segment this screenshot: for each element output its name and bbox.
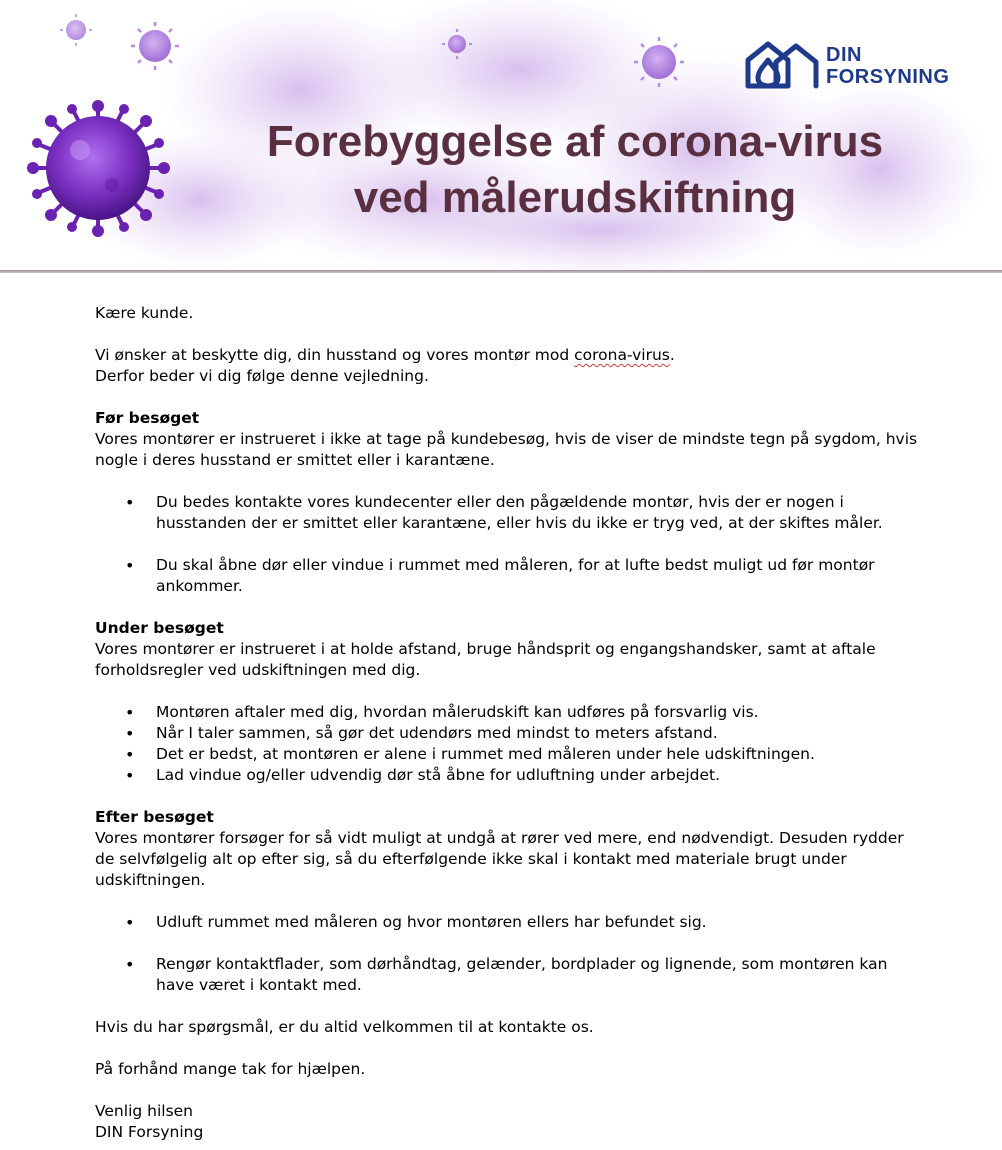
list-item: • Rengør kontaktflader, som dørhåndtag, gelænder, bordplader og lignende, som montøren kan have været i kontakt med.	[156, 954, 925, 996]
intro-line-1	[95, 345, 925, 366]
section-text-during: Vores montører er instrueret i at holde afstand, bruge håndsprit og engangshandsker, samt at aftale forholdsregler ved udskiftningen med dig.	[95, 640, 876, 679]
section-heading-before: Før besøget	[95, 409, 200, 427]
spellcheck-flagged-word: corona-virus	[574, 346, 670, 364]
din-forsyning-logo	[744, 40, 954, 92]
header-banner	[0, 0, 1002, 270]
logo-text	[826, 44, 949, 88]
bullet-list-before	[95, 492, 925, 597]
bullet-list-after	[95, 912, 925, 996]
page-title	[190, 114, 960, 226]
large-virus-icon	[27, 100, 170, 237]
title-line-2: ved målerudskiftning	[353, 173, 797, 222]
signature: DIN Forsyning	[95, 1123, 204, 1141]
intro-line-2: Derfor beder vi dig følge denne vejledning.	[95, 367, 429, 385]
bullet-list-during	[95, 702, 925, 786]
small-virus-icon	[60, 14, 92, 46]
questions-text: Hvis du har spørgsmål, er du altid velkommen til at kontakte os.	[95, 1018, 594, 1036]
header-divider	[0, 270, 1002, 273]
section-heading-during: Under besøget	[95, 619, 224, 637]
logo-line-1: DIN	[826, 44, 862, 66]
list-item: • Du bedes kontakte vores kundecenter eller den pågældende montør, hvis der er nogen i husstanden der er smittet eller karantæne, eller hvis du ikke er tryg ved, at der skiftes måler.	[156, 492, 925, 534]
list-item: • Montøren aftaler med dig, hvordan målerudskift kan udføres på forsvarlig vis.	[156, 702, 925, 723]
list-item: • Du skal åbne dør eller vindue i rummet med måleren, for at lufte bedst muligt ud før montør ankommer.	[156, 555, 925, 597]
list-item: • Det er bedst, at montøren er alene i rummet med måleren under hele udskiftningen.	[156, 744, 925, 765]
list-item: • Lad vindue og/eller udvendig dør stå åbne for udluftning under arbejdet.	[156, 765, 925, 786]
closing-text: Venlig hilsen	[95, 1102, 194, 1120]
intro-text: Vi ønsker at beskytte dig, din husstand og vores montør mod	[95, 346, 575, 364]
logo-line-2: FORSYNING	[826, 66, 950, 88]
thanks-text: På forhånd mange tak for hjælpen.	[95, 1060, 366, 1078]
intro-punctuation: .	[669, 346, 675, 364]
title-line-1: Forebyggelse af corona-virus	[266, 117, 884, 166]
list-item: • Når I taler sammen, så gør det udendørs med mindst to meters afstand.	[156, 723, 925, 744]
section-text-after: Vores montører forsøger for så vidt muligt at undgå at rører ved mere, end nødvendigt. Desuden rydder de selvfølgelig alt op efter sig, så du efterfølgende ikke skal i kontakt med materiale brugt under udskiftningen.	[95, 829, 904, 889]
letter-body	[95, 303, 925, 1143]
section-heading-after: Efter besøget	[95, 808, 214, 826]
house-logo-icon	[744, 40, 820, 92]
section-text-before: Vores montører er instrueret i ikke at tage på kundebesøg, hvis de viser de mindste tegn på sygdom, hvis nogle i deres husstand er smittet eller i karantæne.	[95, 430, 918, 469]
greeting: Kære kunde.	[95, 304, 194, 322]
list-item: • Udluft rummet med måleren og hvor montøren ellers har befundet sig.	[156, 912, 925, 933]
small-virus-icon	[131, 22, 179, 70]
